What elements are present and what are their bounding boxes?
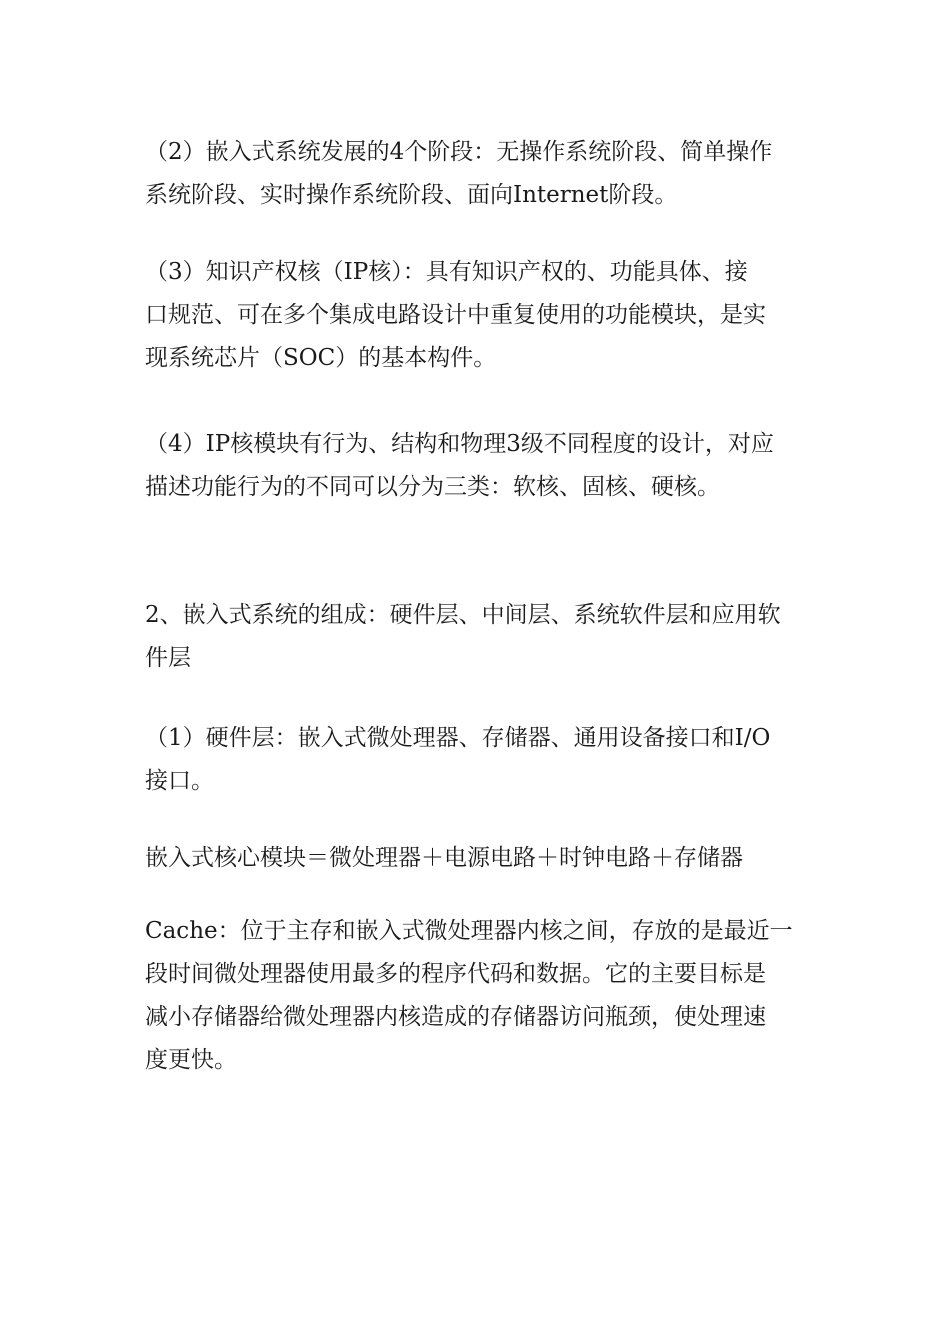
paragraph-ip-core-types xyxy=(145,423,810,509)
text-line: 段时间微处理器使用最多的程序代码和数据。它的主要目标是 xyxy=(145,961,766,987)
text-line: （1）硬件层：嵌入式微处理器、存储器、通用设备接口和I/O xyxy=(145,725,771,751)
text-line: 嵌入式核心模块＝微处理器＋电源电路＋时钟电路＋存储器 xyxy=(145,845,743,871)
text-line: 接口。 xyxy=(145,768,214,794)
text-line: 系统阶段、实时操作系统阶段、面向Internet阶段。 xyxy=(145,182,678,208)
text-line: 件层 xyxy=(145,645,191,671)
text-line: （2）嵌入式系统发展的4个阶段：无操作系统阶段、简单操作 xyxy=(145,139,773,165)
paragraph-hardware-layer xyxy=(145,717,810,803)
text-line: （4）IP核模块有行为、结构和物理3级不同程度的设计，对应 xyxy=(145,431,774,457)
text-line: 减小存储器给微处理器内核造成的存储器访问瓶颈，使处理速 xyxy=(145,1004,766,1030)
paragraph-core-module-formula xyxy=(145,837,810,880)
text-line: 现系统芯片（SOC）的基本构件。 xyxy=(145,345,497,371)
paragraph-cache xyxy=(145,910,810,1082)
text-line: （3）知识产权核（IP核）：具有知识产权的、功能具体、接 xyxy=(145,259,748,285)
paragraph-development-stages xyxy=(145,131,810,217)
text-line: 度更快。 xyxy=(145,1047,237,1073)
text-line: Cache：位于主存和嵌入式微处理器内核之间，存放的是最近一 xyxy=(145,918,793,944)
text-line: 描述功能行为的不同可以分为三类：软核、固核、硬核。 xyxy=(145,474,720,500)
text-line: 2、嵌入式系统的组成：硬件层、中间层、系统软件层和应用软 xyxy=(145,602,781,628)
paragraph-system-composition xyxy=(145,594,810,680)
paragraph-ip-core-definition xyxy=(145,251,810,380)
text-line: 口规范、可在多个集成电路设计中重复使用的功能模块，是实 xyxy=(145,302,766,328)
